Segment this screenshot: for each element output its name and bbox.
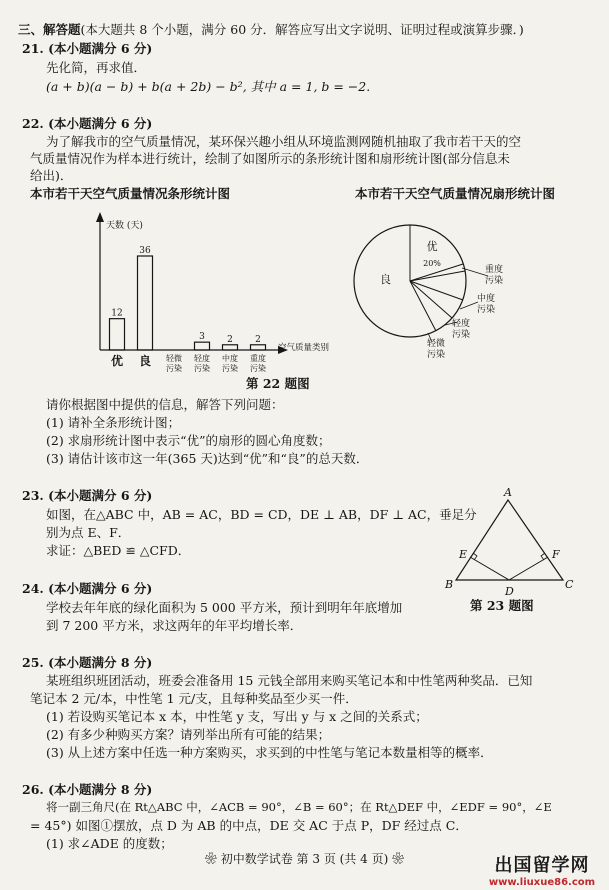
q24-line1: 学校去年年底的绿化面积为 5 000 平方米，预计到明年年底增加 bbox=[46, 600, 403, 615]
q26-line2: = 45°) 如图①摆放，点 D 为 AB 的中点，DE 交 AC 于点 P，DF 经过点 C． bbox=[30, 818, 468, 833]
pie-label-slight: 轻微污染 bbox=[427, 339, 446, 360]
page-footer: ❀ 初中数学试卷 第 3 页 (共 4 页) ❀ bbox=[204, 852, 405, 866]
q21-number: 21. bbox=[22, 41, 44, 56]
q23-figure-caption: 第 23 题图 bbox=[470, 598, 534, 613]
q22-ask: 请你根据图中提供的信息，解答下列问题： bbox=[46, 397, 284, 412]
q25-line1: 某班组织班团活动，班委会准备用 15 元钱全部用来购买笔记本和中性笔两种奖品．已知 bbox=[46, 673, 533, 688]
q23-line1: 如图，在△ABC 中，AB = AC，BD = CD，DE ⊥ AB，DF ⊥ AC，垂足分 bbox=[46, 507, 477, 522]
section-desc: (本大题共 8 个小题，满分 60 分．解答应写出文字说明、证明过程或演算步骤．) bbox=[80, 22, 524, 37]
segment-df bbox=[509, 557, 548, 580]
q22-number: 22. bbox=[22, 116, 44, 131]
point-label-e: E bbox=[459, 548, 468, 561]
bar-value-label: 3 bbox=[199, 332, 205, 343]
q24-score: (本小题满分 6 分) bbox=[48, 581, 153, 596]
point-label-b: B bbox=[445, 578, 454, 591]
q25-header bbox=[22, 655, 152, 671]
q22-line1: 为了解我市的空气质量情况，某环保兴趣小组从环境监测网随机抽取了我市若干天的空 bbox=[46, 134, 522, 149]
q23-line2: 别为点 E、F． bbox=[46, 525, 131, 540]
q25-number: 25. bbox=[22, 655, 44, 670]
point-label-c: C bbox=[565, 578, 574, 591]
q25-line4: (2) 有多少种购买方案？请列举出所有可能的结果； bbox=[46, 727, 331, 742]
segment-de bbox=[470, 557, 509, 580]
q26-score: (本小题满分 8 分) bbox=[48, 782, 153, 797]
q25-score: (本小题满分 8 分) bbox=[48, 655, 153, 670]
bar-value-label: 36 bbox=[139, 246, 151, 256]
q26-header bbox=[22, 782, 152, 798]
pie-percent-you: 20% bbox=[423, 259, 441, 268]
pie-label-medium: 中度污染 bbox=[477, 294, 496, 315]
pie-label-light: 轻度污染 bbox=[452, 319, 471, 340]
q21-expression: (a + b)(a − b) + b(a + 2b) − b², 其中 a = 1, b = −2. bbox=[46, 79, 371, 94]
section-title: 三、解答题 bbox=[18, 22, 81, 37]
q25-line2: 笔记本 2 元/本，中性笔 1 元/支，且每种奖品至少买一件． bbox=[30, 691, 358, 706]
watermark-url: www.liuxue86.com bbox=[488, 877, 596, 888]
bar-value-label: 12 bbox=[111, 308, 123, 319]
q26-line3: (1) 求∠ADE 的度数； bbox=[46, 836, 173, 851]
bar-value-label: 2 bbox=[227, 334, 233, 345]
q24-header bbox=[22, 581, 152, 597]
x-tick-label: 中度污染 bbox=[222, 354, 238, 373]
q24-number: 24. bbox=[22, 581, 44, 596]
x-tick-label: 良 bbox=[138, 354, 152, 368]
q26-line1: 将一副三角尺(在 Rt△ABC 中，∠ACB = 90°，∠B = 60°；在 Rt△DEF 中，∠EDF = 90°，∠E bbox=[46, 800, 552, 814]
q26-number: 26. bbox=[22, 782, 44, 797]
y-axis-label: 天数 (天) bbox=[106, 221, 143, 231]
q22-figure-caption: 第 22 题图 bbox=[246, 376, 310, 391]
x-tick-label: 重度污染 bbox=[250, 354, 266, 373]
q25-line3: (1) 若设购买笔记本 x 本，中性笔 y 支，写出 y 与 x 之间的关系式； bbox=[46, 709, 428, 724]
x-tick-label: 轻微污染 bbox=[166, 354, 182, 373]
q23-line3: 求证：△BED ≌ △CFD． bbox=[46, 543, 191, 558]
point-label-d: D bbox=[505, 585, 514, 598]
triangle-abc bbox=[456, 500, 563, 580]
q23-score: (本小题满分 6 分) bbox=[48, 488, 153, 503]
watermark-name: 出国留学网 bbox=[494, 855, 590, 876]
watermark bbox=[478, 851, 606, 888]
q24-line2: 到 7 200 平方米，求这两年的年平均增长率． bbox=[46, 618, 303, 633]
q22-score: (本小题满分 6 分) bbox=[48, 116, 153, 131]
point-label-a: A bbox=[504, 486, 512, 499]
q25-line5: (3) 从上述方案中任选一种方案购买，求买到的中性笔与笔记本数量相等的概率． bbox=[46, 745, 493, 760]
q22-line2: 气质量情况作为样本进行统计，绘制了如图所示的条形统计图和扇形统计图(部分信息未 bbox=[30, 151, 510, 166]
pie-chart-title: 本市若干天空气质量情况扇形统计图 bbox=[355, 186, 556, 201]
pie-label-severe: 重度污染 bbox=[485, 265, 504, 286]
q22-sub1: (1) 请补全条形统计图； bbox=[46, 415, 181, 430]
q21-score: (本小题满分 6 分) bbox=[48, 41, 153, 56]
point-label-f: F bbox=[552, 548, 560, 561]
q22-sub3: (3) 请估计该市这一年(365 天)达到“优”和“良”的总天数． bbox=[46, 451, 369, 466]
q21-line1: 先化简，再求值． bbox=[46, 60, 147, 75]
q23-number: 23. bbox=[22, 488, 44, 503]
q22-sub2: (2) 求扇形统计图中表示“优”的扇形的圆心角度数； bbox=[46, 433, 331, 448]
pie-label-you: 优 bbox=[426, 240, 438, 253]
bar-chart-title: 本市若干天空气质量情况条形统计图 bbox=[30, 186, 231, 201]
x-axis-label: 空气质量类别 bbox=[278, 343, 330, 353]
pie-label-liang: 良 bbox=[380, 273, 391, 286]
bar-value-label: 2 bbox=[255, 334, 261, 345]
q22-line3: 给出)． bbox=[30, 168, 73, 183]
x-tick-label: 轻度污染 bbox=[194, 354, 210, 373]
x-tick-label: 优 bbox=[110, 354, 124, 368]
